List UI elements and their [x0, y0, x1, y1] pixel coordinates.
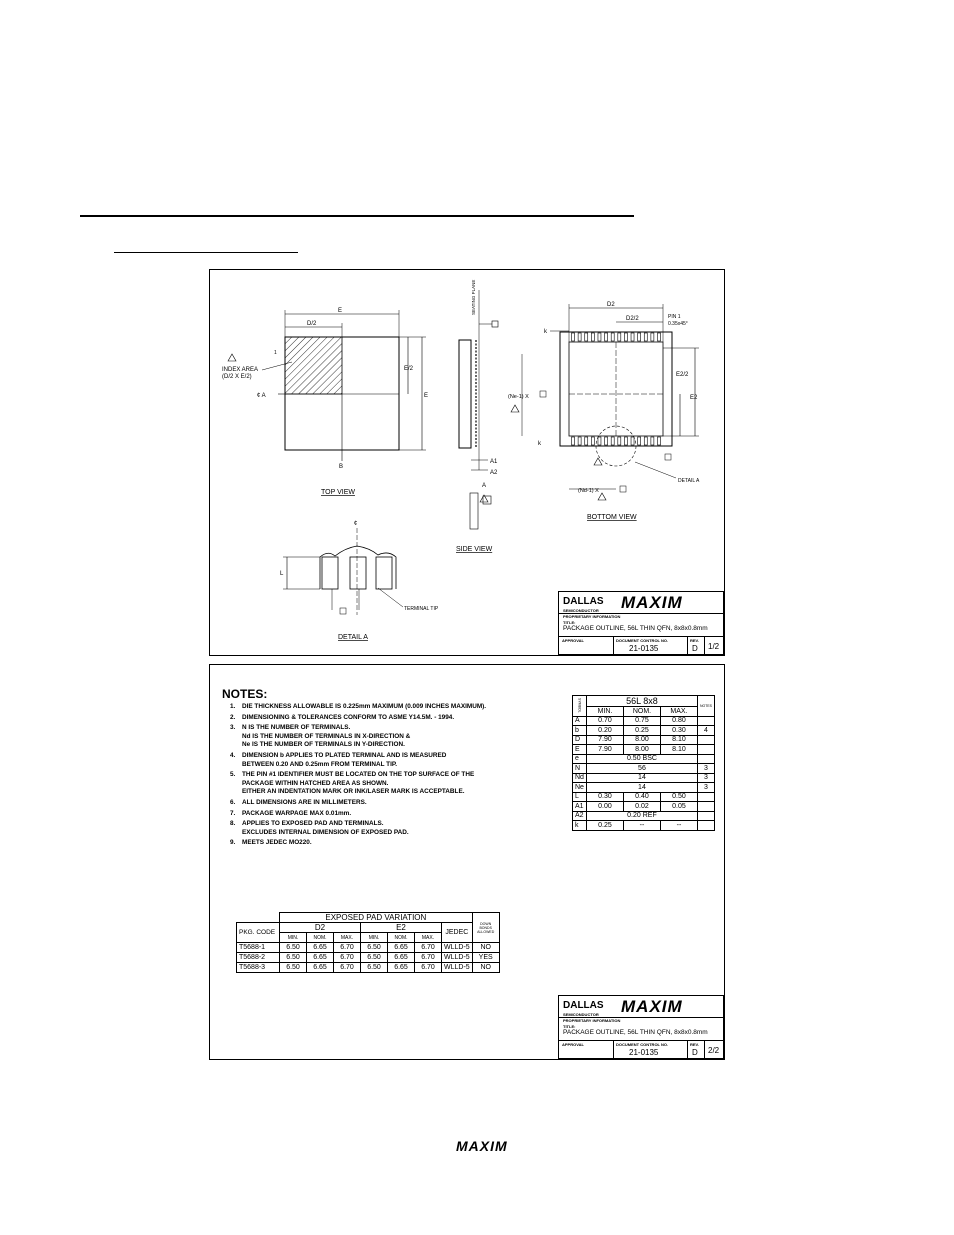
header-rule-long — [80, 215, 634, 217]
table-cell: A — [573, 716, 587, 726]
index-area-label: INDEX AREA — [222, 367, 259, 373]
terminal-pad — [658, 437, 661, 445]
side-view — [456, 280, 498, 553]
note-number: 8. — [230, 820, 236, 828]
table-cell: D — [573, 735, 587, 745]
table-cell — [697, 802, 714, 812]
page-number-1: 1/2 — [708, 642, 720, 651]
terminal-tip-label: TERMINAL TIP — [404, 606, 439, 612]
table-cell: Ne — [573, 783, 587, 793]
note-text: DIE THICKNESS ALLOWABLE IS 0.225mm MAXIMUM (0.009 INCHES MAXIMUM). — [242, 703, 487, 710]
table-cell: 6.50 — [280, 943, 307, 953]
table-cell: 6.70 — [415, 943, 442, 953]
table-cell: T5688-3 — [237, 963, 280, 973]
terminal-pad — [631, 333, 634, 341]
table-cell: 0.00 — [586, 802, 623, 812]
table-cell: 6.50 — [280, 963, 307, 973]
table-cell: 6.65 — [388, 963, 415, 973]
table-row — [573, 754, 715, 764]
table-cell — [697, 821, 714, 831]
notes-header: NOTES — [697, 696, 714, 717]
table-cell: 6.65 — [388, 943, 415, 953]
symbol-header: SYMBOL — [573, 696, 587, 717]
pin1-dims: 0.35x45° — [668, 321, 688, 327]
table-row — [573, 716, 715, 726]
terminal-pad — [624, 437, 627, 445]
terminal-pad — [578, 333, 581, 341]
notes-list — [230, 703, 540, 850]
b-label: B — [339, 464, 344, 470]
table-cell: 0.50 BSC — [586, 754, 697, 764]
approval-label-1: APPROVAL — [562, 638, 584, 643]
doc-control-label-1: DOCUMENT CONTROL NO. — [616, 638, 669, 643]
terminal-pad — [591, 333, 594, 341]
header-rule-short — [114, 252, 298, 253]
table-cell: 6.50 — [361, 943, 388, 953]
title-block-2 — [558, 995, 724, 1059]
dim-e-half-label: E/2 — [404, 366, 414, 372]
table-cell: 8.00 — [623, 745, 660, 755]
table-cell: WLLD-5 — [442, 943, 473, 953]
terminal-pad — [585, 333, 588, 341]
terminal-pad — [578, 437, 581, 445]
detail-a-callout: DETAIL A — [678, 478, 700, 484]
k-label-bottom: k — [538, 441, 541, 447]
pad-table-title: EXPOSED PAD VARIATION — [280, 913, 473, 923]
maxim-logo-2: MAXIM — [621, 997, 683, 1016]
down-bonds-header: DOWN BONDS ALLOWED — [472, 913, 499, 943]
note-item — [230, 839, 540, 848]
dallas-logo-2: DALLAS — [563, 1000, 604, 1011]
terminal-pad — [651, 333, 654, 341]
note-item — [230, 799, 540, 808]
terminal-pad — [605, 333, 608, 341]
table-cell: 0.25 — [623, 726, 660, 736]
table-cell: 0.40 — [623, 792, 660, 802]
table-cell: Nd — [573, 773, 587, 783]
page-number-2: 2/2 — [708, 1046, 720, 1055]
table-cell: 0.75 — [623, 716, 660, 726]
table-row — [573, 735, 715, 745]
note-text-line: EITHER AN INDENTATION MARK OR INK/LASER MARK IS ACCEPTABLE. — [242, 788, 465, 796]
table-cell: WLLD-5 — [442, 953, 473, 963]
table-cell: b — [573, 726, 587, 736]
dimension-table-container — [572, 695, 715, 831]
table-cell: 6.70 — [415, 953, 442, 963]
ne-x-label: (Ne-1) X — [508, 394, 529, 400]
semiconductor-text-2: SEMICONDUCTOR — [563, 1012, 599, 1017]
table-cell: 6.65 — [307, 943, 334, 953]
table-cell: 14 — [586, 773, 697, 783]
col-min: MIN. — [586, 707, 623, 717]
a-label: A — [482, 483, 487, 489]
detail-l-label: L — [280, 571, 284, 577]
table-cell — [697, 716, 714, 726]
semiconductor-text-1: SEMICONDUCTOR — [563, 608, 599, 613]
table-cell: WLLD-5 — [442, 963, 473, 973]
table-cell: k — [573, 821, 587, 831]
table-cell: NO — [472, 943, 499, 953]
note-text: PACKAGE WARPAGE MAX 0.01mm. — [242, 809, 352, 817]
bottom-view-title: BOTTOM VIEW — [587, 514, 637, 521]
pad-col: NOM. — [388, 933, 415, 943]
notes-title: NOTES: — [222, 687, 268, 701]
approval-label-2: APPROVAL — [562, 1042, 584, 1047]
table-cell: 0.02 — [623, 802, 660, 812]
note-number: 6. — [230, 798, 236, 806]
terminal-pad — [638, 333, 641, 341]
k-label-top: k — [544, 329, 547, 335]
note-number: 7. — [230, 809, 236, 817]
table-cell: 6.50 — [280, 953, 307, 963]
table-cell: 0.25 — [586, 821, 623, 831]
rev-label-1: REV. — [690, 638, 699, 643]
dim-e-top-label: E — [338, 308, 343, 314]
doc-number-2: 21-0135 — [629, 1048, 659, 1057]
note-number: 3. — [230, 724, 236, 732]
note-text: ALL DIMENSIONS ARE IN MILLIMETERS. — [242, 798, 367, 806]
note-text: APPLIES TO EXPOSED PAD AND TERMINALS. — [242, 820, 384, 828]
col-nom: NOM. — [623, 707, 660, 717]
table-cell: 56 — [586, 764, 697, 774]
table-cell: 0.20 REF — [586, 811, 697, 821]
svg-text:1: 1 — [274, 350, 277, 356]
e2-label: E2 — [690, 395, 698, 401]
table-cell: 0.05 — [660, 802, 697, 812]
detail-centerline-label: ¢ — [354, 521, 358, 527]
title-text-1: PACKAGE OUTLINE, 56L THIN QFN, 8x8x0.8mm — [563, 625, 708, 632]
package-header: 56L 8x8 — [586, 696, 697, 707]
proprietary-1: PROPRIETARY INFORMATION — [563, 614, 621, 619]
terminal-pad — [631, 437, 634, 445]
table-row — [573, 764, 715, 774]
index-area-hatch — [285, 337, 342, 394]
table-cell: 6.70 — [334, 963, 361, 973]
table-cell: 6.70 — [334, 953, 361, 963]
note-item — [230, 752, 540, 769]
index-area-dims: (D/2 X E/2) — [222, 374, 252, 380]
table-cell: T5688-1 — [237, 943, 280, 953]
d2-label: D2 — [607, 302, 615, 308]
pad-col: MAX. — [334, 933, 361, 943]
pkg-code-header: PKG. CODE — [237, 923, 280, 943]
terminal-pad — [611, 437, 614, 445]
table-row — [573, 811, 715, 821]
terminal-pad — [591, 437, 594, 445]
detail-a — [280, 521, 439, 641]
table-row — [237, 943, 500, 953]
note-text-line: BETWEEN 0.20 AND 0.25mm FROM TERMINAL TIP. — [242, 760, 398, 768]
note-text: MEETS JEDEC MO220. — [242, 839, 312, 847]
table-cell: 6.70 — [334, 943, 361, 953]
title-text-2: PACKAGE OUTLINE, 56L THIN QFN, 8x8x0.8mm — [563, 1029, 708, 1036]
table-cell: 6.70 — [415, 963, 442, 973]
terminal-pad — [585, 437, 588, 445]
table-cell: T5688-2 — [237, 953, 280, 963]
terminal-pad — [605, 437, 608, 445]
table-cell: A2 — [573, 811, 587, 821]
note-text-line: Ne IS THE NUMBER OF TERMINALS IN Y-DIRECTION. — [242, 741, 405, 749]
table-cell — [697, 754, 714, 764]
table-cell: 0.20 — [586, 726, 623, 736]
table-cell: -- — [623, 821, 660, 831]
table-cell: 4 — [697, 726, 714, 736]
table-cell: 7.90 — [586, 735, 623, 745]
rev-label-2: REV. — [690, 1042, 699, 1047]
note-number: 2. — [230, 713, 236, 721]
d2-header: D2 — [280, 923, 361, 933]
table-cell: A1 — [573, 802, 587, 812]
col-max: MAX. — [660, 707, 697, 717]
dimension-table — [572, 695, 715, 831]
table-cell: L — [573, 792, 587, 802]
terminal-pad — [611, 333, 614, 341]
pad-col: NOM. — [307, 933, 334, 943]
table-cell: 6.65 — [307, 953, 334, 963]
terminal-pad — [644, 333, 647, 341]
table-cell: 0.30 — [660, 726, 697, 736]
table-cell: e — [573, 754, 587, 764]
terminal-pad — [598, 333, 601, 341]
doc-control-label-2: DOCUMENT CONTROL NO. — [616, 1042, 669, 1047]
detail-a-title: DETAIL A — [338, 634, 368, 641]
note-item — [230, 714, 540, 723]
table-cell: 0.50 — [660, 792, 697, 802]
e2-header: E2 — [361, 923, 442, 933]
table-cell: 6.65 — [307, 963, 334, 973]
table-row — [237, 963, 500, 973]
terminal-pad — [658, 333, 661, 341]
dallas-logo-1: DALLAS — [563, 596, 604, 607]
note-number: 4. — [230, 751, 236, 759]
table-cell: 3 — [697, 773, 714, 783]
doc-number-1: 21-0135 — [629, 644, 659, 653]
table-cell: 8.10 — [660, 735, 697, 745]
table-cell: NO — [472, 963, 499, 973]
terminal-pad — [624, 333, 627, 341]
table-cell: 0.70 — [586, 716, 623, 726]
exposed-pad-table — [236, 912, 500, 973]
table-cell: 0.80 — [660, 716, 697, 726]
table-cell: N — [573, 764, 587, 774]
pin1-label: PIN 1 — [668, 314, 681, 320]
table-row — [573, 726, 715, 736]
table-row — [573, 745, 715, 755]
table-cell: 6.50 — [361, 963, 388, 973]
table-cell: E — [573, 745, 587, 755]
rev-value-2: D — [692, 1048, 698, 1057]
note-number: 5. — [230, 771, 236, 779]
note-item — [230, 771, 540, 797]
note-item — [230, 820, 540, 837]
table-row — [573, 802, 715, 812]
terminal-pad — [598, 437, 601, 445]
terminal-pad — [572, 333, 575, 341]
footer-maxim-logo: MAXIM — [456, 1138, 508, 1154]
table-cell: 7.90 — [586, 745, 623, 755]
a2-label: A2 — [490, 470, 498, 476]
note-text-line: EXCLUDES INTERNAL DIMENSION OF EXPOSED PAD. — [242, 828, 409, 836]
maxim-logo-1: MAXIM — [621, 593, 683, 612]
table-cell: 14 — [586, 783, 697, 793]
a1-label: A1 — [490, 459, 498, 465]
table-row — [573, 783, 715, 793]
table-cell: 0.30 — [586, 792, 623, 802]
table-row — [573, 792, 715, 802]
table-row — [573, 821, 715, 831]
terminal-pad — [651, 437, 654, 445]
terminal-pad — [644, 437, 647, 445]
table-cell: 3 — [697, 764, 714, 774]
table-cell: 8.10 — [660, 745, 697, 755]
table-cell: 6.65 — [388, 953, 415, 963]
note-text-line: Nd IS THE NUMBER OF TERMINALS IN X-DIRECTION & — [242, 732, 411, 740]
note-number: 1. — [230, 703, 236, 710]
proprietary-2: PROPRIETARY INFORMATION — [563, 1018, 621, 1023]
table-row — [573, 773, 715, 783]
d2-half-label: D2/2 — [626, 316, 639, 322]
note-item — [230, 810, 540, 819]
pad-col: MIN. — [361, 933, 388, 943]
table-cell: 6.50 — [361, 953, 388, 963]
dim-d-half-label: D/2 — [307, 321, 317, 327]
table-cell — [697, 745, 714, 755]
drawing-sheet-2 — [209, 664, 725, 1060]
table-cell — [697, 811, 714, 821]
title-block-1 — [558, 591, 724, 655]
seating-plane-label: SEATING PLANE — [471, 279, 476, 315]
table-cell: 8.00 — [623, 735, 660, 745]
note-text: THE PIN #1 IDENTIFIER MUST BE LOCATED ON THE TOP SURFACE OF THE — [242, 771, 475, 779]
nd-x-label: (Nd-1) X — [578, 488, 599, 494]
pad-col: MIN. — [280, 933, 307, 943]
note-text: DIMENSIONING & TOLERANCES CONFORM TO ASME Y14.5M. - 1994. — [242, 713, 455, 721]
note-text-line: PACKAGE WITHIN HATCHED AREA AS SHOWN. — [242, 779, 389, 787]
dim-e-side-label: E — [424, 393, 429, 399]
title-label-2: TITLE: — [563, 1024, 576, 1029]
table-cell — [697, 792, 714, 802]
rev-value-1: D — [692, 644, 698, 653]
pad-table-container — [236, 912, 500, 973]
note-number: 9. — [230, 839, 236, 847]
title-label-1: TITLE: — [563, 620, 576, 625]
note-item — [230, 724, 540, 750]
table-cell — [697, 735, 714, 745]
jedec-header: JEDEC — [442, 923, 473, 943]
note-item — [230, 703, 540, 712]
pad-col: MAX. — [415, 933, 442, 943]
terminal-pad — [618, 437, 621, 445]
top-view — [222, 308, 428, 496]
e2-half-label: E2/2 — [676, 372, 689, 378]
terminal-pad — [638, 437, 641, 445]
table-cell: YES — [472, 953, 499, 963]
centerline-a-label: ¢ A — [257, 393, 266, 399]
table-cell: 3 — [697, 783, 714, 793]
table-row — [237, 953, 500, 963]
note-text: DIMENSION b APPLIES TO PLATED TERMINAL AND IS MEASURED — [242, 751, 447, 759]
side-view-title: SIDE VIEW — [456, 546, 493, 553]
top-view-title: TOP VIEW — [321, 489, 355, 496]
drawing-sheet-1 — [209, 269, 725, 656]
table-cell: -- — [660, 821, 697, 831]
terminal-pad — [572, 437, 575, 445]
note-text: N IS THE NUMBER OF TERMINALS. — [242, 724, 351, 732]
terminal-pad — [618, 333, 621, 341]
